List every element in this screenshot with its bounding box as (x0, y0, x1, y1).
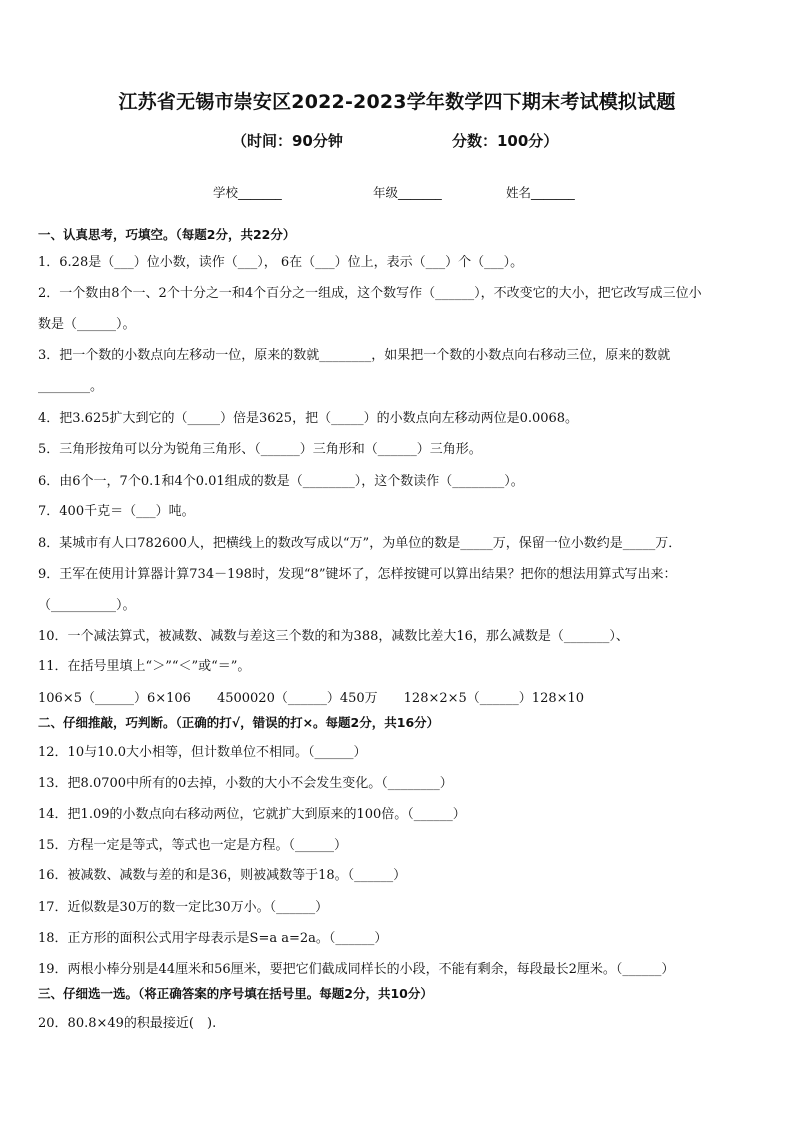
question-line: 13．把8.0700中所有的0去掉，小数的大小不会发生变化。（________） (38, 776, 453, 791)
exam-time: （时间：90分钟 (232, 132, 343, 150)
grade-field: 年级_______ (373, 185, 442, 200)
question-line: 7．400千克＝（___）吨。 (38, 504, 195, 519)
question-line: 19．两根小棒分别是44厘米和56厘米，要把它们截成同样长的小段，不能有剩余，每段最长2厘米。（______） (38, 962, 675, 977)
page-title: 江苏省无锡市崇安区2022-2023学年数学四下期末考试模拟试题 (118, 91, 676, 113)
question-line: 10．一个减法算式，被减数、减数与差这三个数的和为388，减数比差大16，那么减数是（_______）、 (38, 629, 629, 644)
question-line: ________。 (38, 379, 104, 394)
question-line: 5．三角形按角可以分为锐角三角形、（______）三角形和（______）三角形。 (38, 442, 482, 457)
question-line: 1．6.28是（___）位小数，读作（___）， 6在（___）位上，表示（___）个（___）。 (38, 255, 524, 270)
question-line: 20．80.8×49的积最接近( ). (38, 1016, 217, 1031)
question-line: 8．某城市有人口782600人，把横线上的数改写成以“万”，为单位的数是_____万，保留一位小数约是_____万． (38, 536, 682, 551)
school-field: 学校_______ (213, 185, 282, 200)
name-field: 姓名_______ (506, 185, 575, 200)
question-line: 11．在括号里填上“＞”“＜”或“＝”。 (38, 659, 251, 674)
section-heading: 三、仔细选一选。（将正确答案的序号填在括号里。每题2分，共10分） (38, 986, 433, 1001)
question-line: 18．正方形的面积公式用字母表示是S=a a=2a。（______） (38, 931, 388, 946)
question-line: 6．由6个一，7个0.1和4个0.01组成的数是（________），这个数读作（________）。 (38, 474, 524, 489)
question-line: 106×5（______）6×106 4500020（______）450万 128×2×5（______）128×10 (38, 691, 585, 706)
question-line: 数是（______）。 (38, 317, 136, 332)
question-line: 3．把一个数的小数点向左移动一位，原来的数就________，如果把一个数的小数点向右移动三位，原来的数就 (38, 348, 671, 363)
section-heading: 一、认真思考，巧填空。（每题2分，共22分） (38, 227, 296, 242)
question-line: （__________）。 (38, 598, 136, 613)
question-line: 15．方程一定是等式，等式也一定是方程。（______） (38, 838, 348, 853)
question-line: 12．10与10.0大小相等，但计数单位不相同。（______） (38, 745, 367, 760)
exam-score: 分数：100分） (452, 132, 559, 150)
section-heading: 二、仔细推敲，巧判断。（正确的打√，错误的打×。每题2分，共16分） (38, 715, 440, 730)
question-line: 9．王军在使用计算器计算734－198时，发现“8”键坏了，怎样按键可以算出结果？把你的想法用算式写出来： (38, 567, 677, 582)
question-line: 17．近似数是30万的数一定比30万小。（______） (38, 900, 329, 915)
question-line: 16．被减数、减数与差的和是36，则被减数等于18。（______） (38, 868, 407, 883)
question-line: 4．把3.625扩大到它的（_____）倍是3625，把（_____）的小数点向左移动两位是0.0068。 (38, 411, 579, 426)
question-line: 2．一个数由8个一、2个十分之一和4个百分之一组成，这个数写作（______），不改变它的大小，把它改写成三位小 (38, 286, 702, 301)
question-line: 14．把1.09的小数点向右移动两位，它就扩大到原来的100倍。（______） (38, 807, 466, 822)
